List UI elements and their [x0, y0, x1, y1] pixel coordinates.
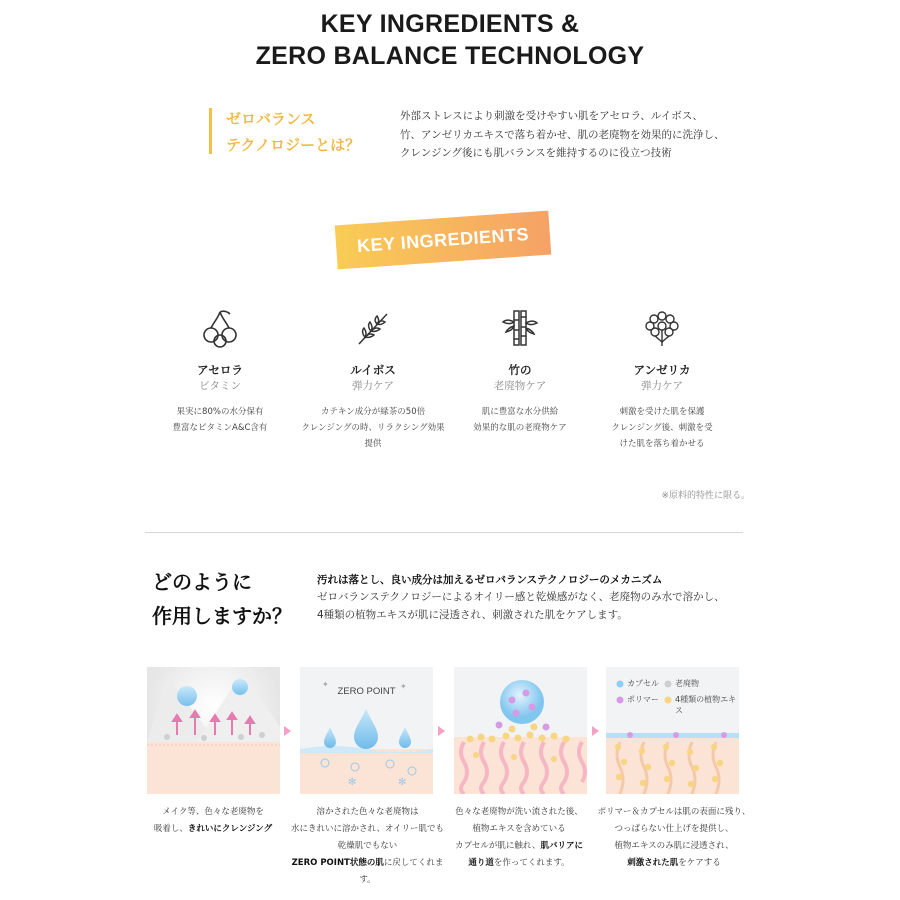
zero-balance-heading-line2: テクノロジーとは？ [226, 136, 361, 154]
legend-waste: 老廃物 [675, 679, 699, 688]
mechanism-panel-3 [454, 667, 587, 794]
caption-step-2 [290, 804, 445, 889]
ingredient-sub: 老廃物ケア [493, 380, 547, 392]
ingredient-desc-line1: 肌に豊富な水分供給 [481, 407, 559, 417]
ingredient-name: 竹の [508, 363, 532, 377]
caption-bold: きれいにクレンジング [187, 824, 273, 834]
caption-line: 乾燥肌でもない [337, 841, 398, 851]
ingredient-desc-line2: クレンジングの時、リラクシング効果提供 [301, 423, 445, 449]
page-title-line1: KEY INGREDIENTS & [320, 10, 580, 38]
ingredient-desc-line1: カテキン成分が緑茶の50倍 [320, 407, 426, 417]
step-arrow-2 [438, 726, 445, 736]
zero-balance-desc-line1: 外部ストレスにより刺激を受けやすい肌をアセロラ、ルイボス、 [400, 110, 704, 122]
mechanism-heading: 汚れは落とし、良い成分は加えるゼロバランステクノロジーのメカニズム [317, 574, 663, 586]
zero-balance-desc-line3: クレンジング後にも肌バランスを維持するのに役立つ技術 [400, 147, 672, 159]
mechanism-desc-line1: ゼロバランステクノロジーによるオイリー感と乾燥感がなく、老廃物のみ水で溶かし、 [317, 591, 725, 603]
caption-line [290, 855, 445, 889]
section-divider [145, 532, 743, 533]
mechanism-description [317, 588, 757, 624]
ingredient-bamboo [445, 308, 595, 436]
caption-line [138, 821, 288, 838]
step-arrow-1 [284, 726, 291, 736]
mechanism-panel-4 [606, 667, 739, 794]
mechanism-panel-1 [147, 667, 280, 794]
ingredient-sub: ビタミン [199, 380, 241, 392]
svg-text:✻: ✻ [398, 777, 407, 788]
caption-line: 色々な老廃物が洗い流された後、 [455, 807, 583, 817]
caption-bold: ZERO POINT状態の肌 [291, 858, 384, 868]
accent-bar [209, 108, 212, 154]
svg-text:✻: ✻ [348, 777, 357, 788]
legend-extract: 4種類の植物エキス [675, 695, 737, 715]
page-title-line2: ZERO BALANCE TECHNOLOGY [255, 42, 645, 70]
caption-line [444, 855, 594, 872]
svg-text:✦: ✦ [400, 682, 407, 691]
zero-balance-heading-line1: ゼロバランス [226, 110, 316, 128]
angelica-flower-icon [642, 308, 682, 348]
ingredient-desc-line1: 果実に80%の水分保有 [176, 407, 264, 417]
ingredient-name: アセロラ [197, 363, 243, 377]
caption-line: 溶かされた色々な老廃物は [316, 807, 419, 817]
caption-line: ポリマー＆カプセルは肌の表面に残り、 [597, 807, 751, 817]
disclaimer-note: ※原料的特性に限る。 [661, 491, 750, 501]
ingredient-name: アンゼリカ [633, 363, 691, 377]
caption-text: カプセルが肌に触れ、 [455, 841, 541, 851]
legend-polymer: ポリマー [627, 695, 659, 704]
ingredient-sub: 弾力ケア [641, 380, 683, 392]
zero-balance-heading [226, 106, 360, 158]
caption-line: 植物エキスを含めている [472, 824, 566, 834]
caption-step-1 [138, 804, 288, 838]
svg-text:✦: ✦ [322, 680, 329, 689]
caption-step-4 [594, 804, 754, 872]
step-arrow-3 [592, 726, 599, 736]
ingredient-rooibos [298, 308, 448, 452]
key-ingredients-badge: KEY INGREDIENTS [335, 211, 552, 270]
zero-balance-desc-line2: 竹、アンゼリカエキスで落ち着かせ、肌の老廃物を効果的に洗浄し、 [400, 128, 725, 141]
caption-bold: 刺激された肌 [627, 858, 679, 868]
caption-step-3 [444, 804, 594, 872]
caption-text: 吸着し、 [153, 824, 188, 834]
caption-line [594, 855, 754, 872]
ingredient-desc-line1: 刺激を受けた肌を保護 [619, 407, 705, 417]
caption-line: つっぱらない仕上げを提供し、 [614, 824, 734, 834]
caption-line: 植物エキスのみ肌に浸透され、 [614, 841, 734, 851]
caption-bold: 通り道 [468, 858, 494, 868]
ingredient-desc-line3: けた肌を落ち着かせる [619, 439, 705, 449]
ingredient-sub: 弾力ケア [352, 380, 394, 392]
ingredient-desc-line2: 豊富なビタミンA&C含有 [172, 423, 268, 433]
mechanism-panel-2 [300, 667, 433, 794]
how-title-line1: どのように [152, 570, 252, 594]
how-title-line2: 作用しますか？ [152, 604, 292, 628]
zero-point-label: ZERO POINT [337, 686, 396, 697]
caption-line: 水にきれいに溶かされ、オイリー肌でも [290, 824, 445, 834]
caption-text: に戻してくれます。 [359, 858, 444, 885]
caption-text: をケアする [678, 858, 721, 868]
ingredient-desc-line2: クレンジング後、刺激を受 [611, 423, 713, 433]
ingredient-desc-line2: 効果的な肌の老廃物ケア [473, 423, 567, 433]
bamboo-icon [500, 308, 540, 348]
rooibos-branch-icon [353, 308, 393, 348]
ingredient-name: ルイボス [350, 363, 396, 377]
caption-line: メイク等、色々な老廃物を [162, 807, 264, 817]
zero-balance-description [400, 107, 780, 163]
caption-text: を作ってくれます。 [493, 858, 570, 868]
mechanism-desc-line2: 4種類の植物エキスが肌に浸透され、刺激された肌をケアします。 [317, 609, 628, 621]
caption-bold: 肌バリアに [540, 841, 583, 851]
ingredient-angelica [587, 308, 737, 452]
legend-capsule: カプセル [627, 679, 659, 688]
cherries-icon [200, 308, 240, 348]
how-title [152, 565, 292, 633]
ingredient-acerola [145, 308, 295, 436]
caption-line [444, 838, 594, 855]
